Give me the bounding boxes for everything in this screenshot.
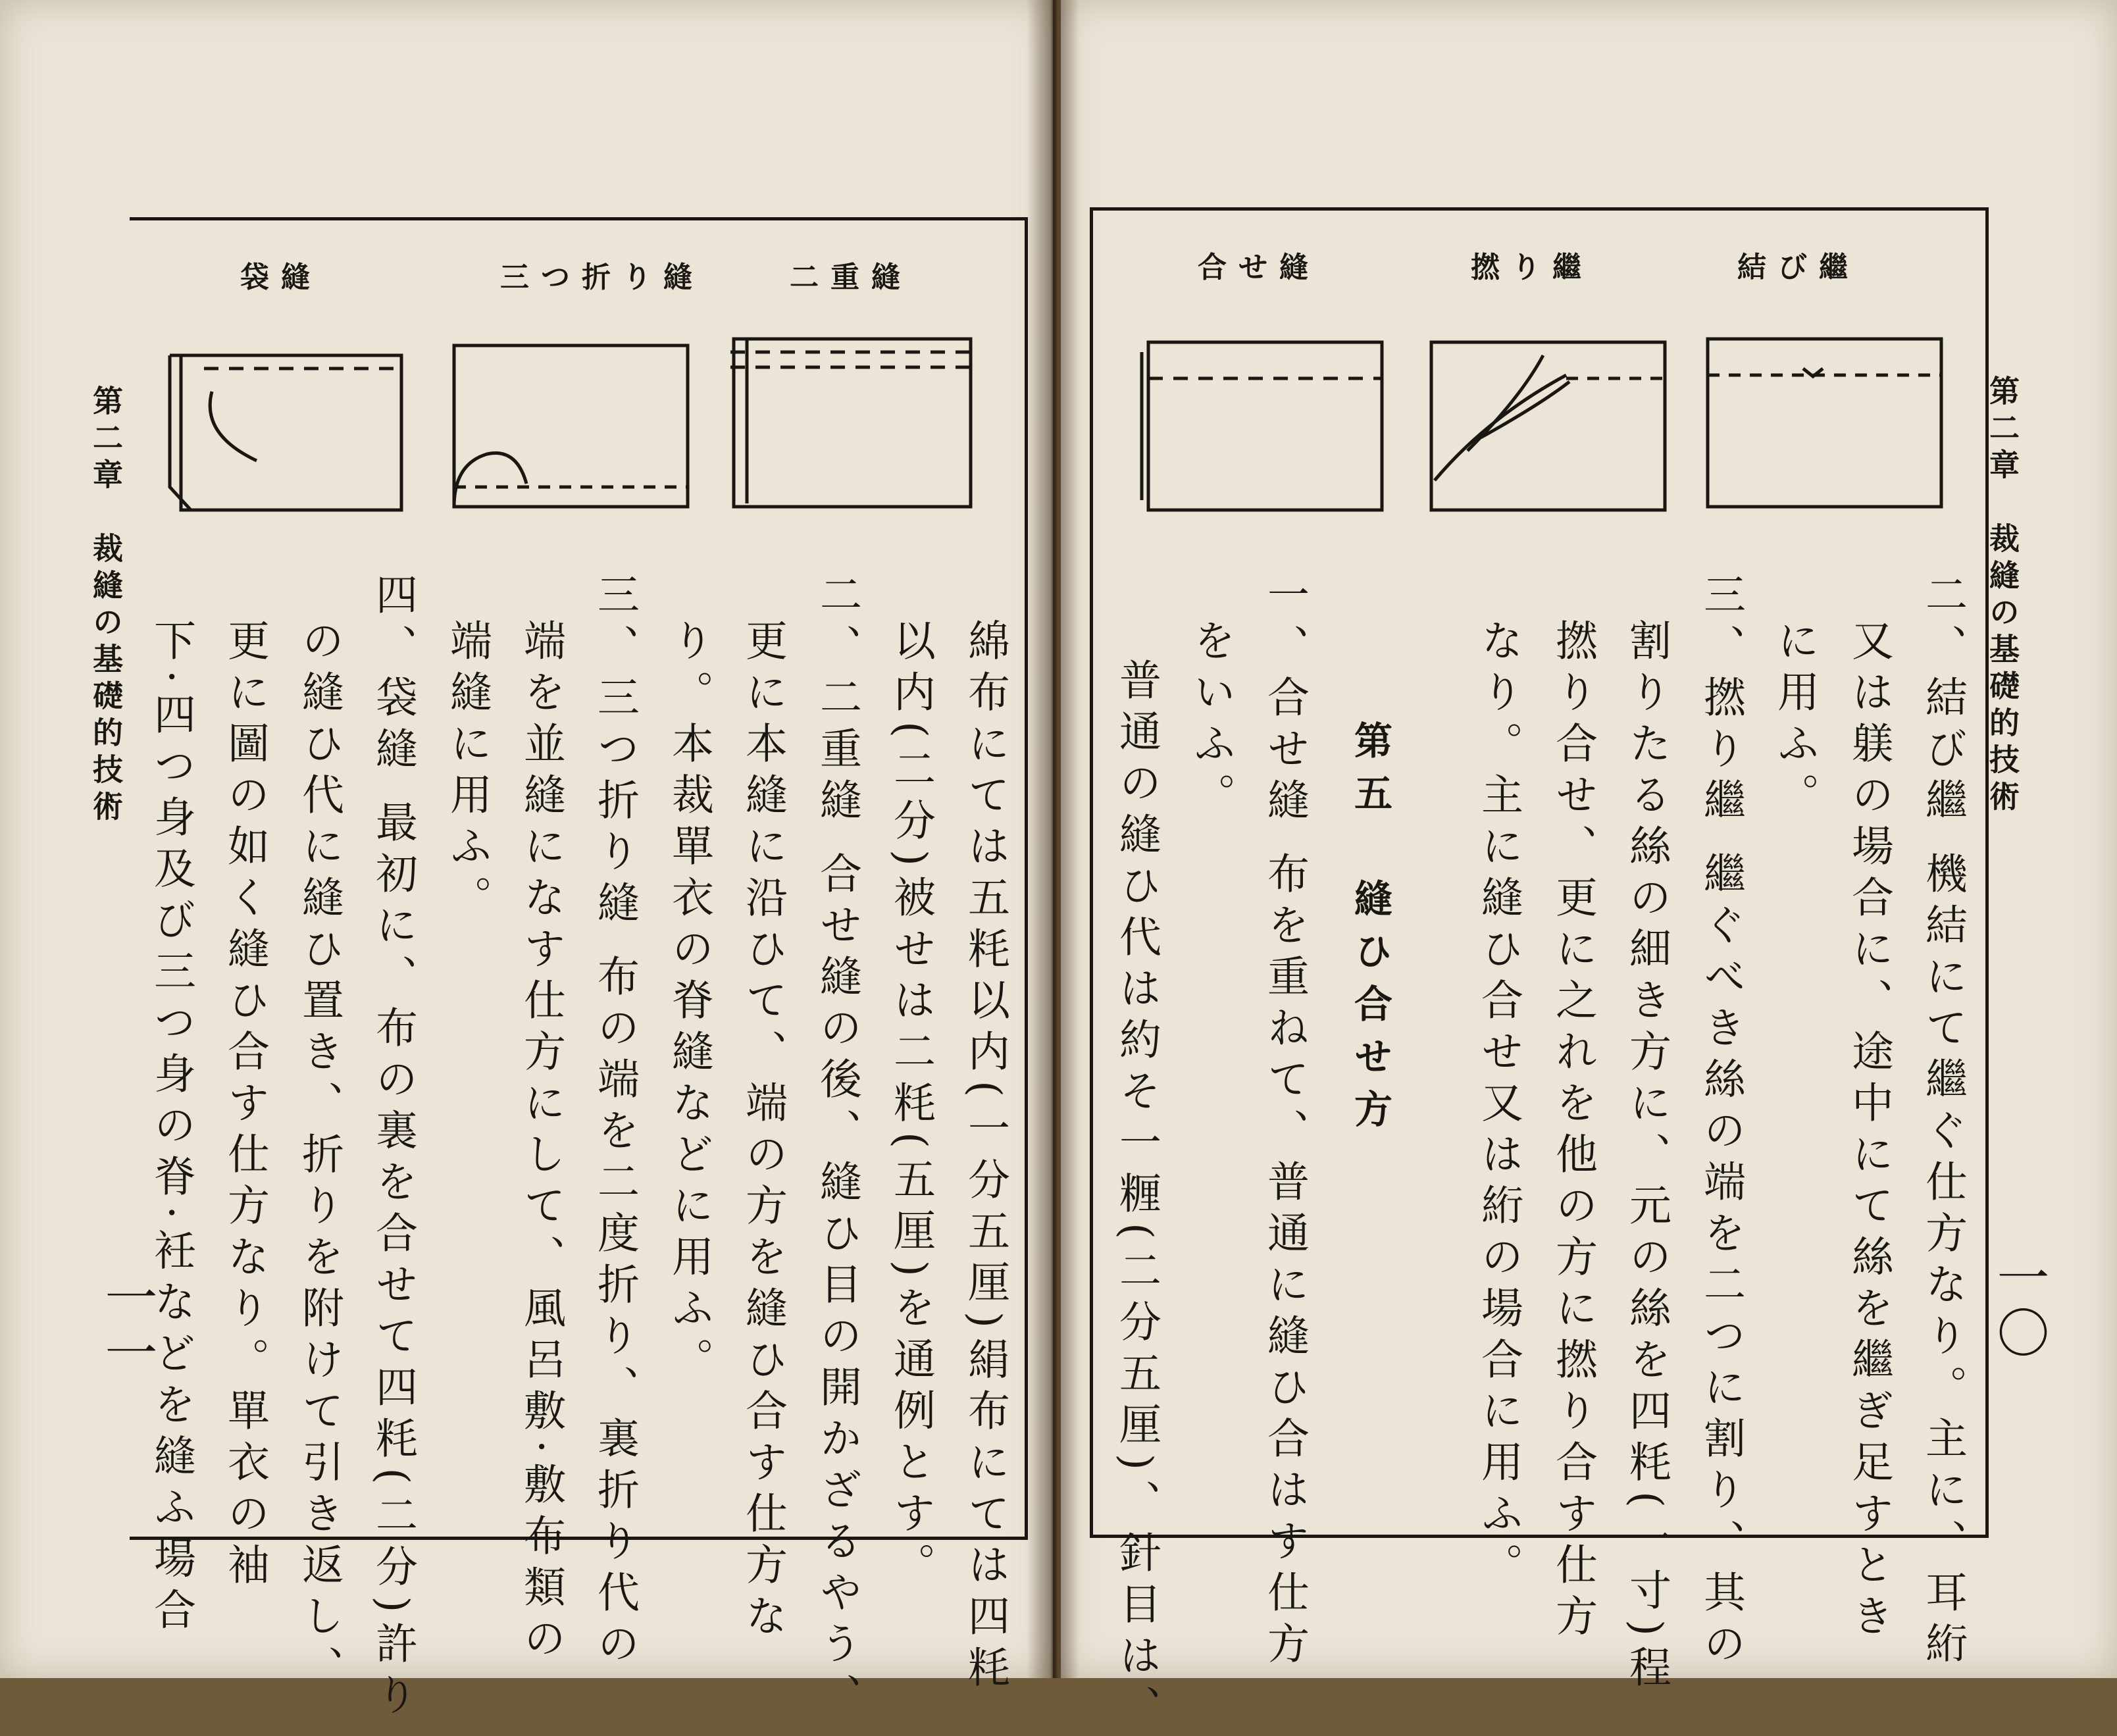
left-text-col-7: 端を並縫になす仕方にして、風呂敷·敷布類の [517,619,565,1668]
right-running-head: 第二章 裁縫の基礎的技術 [1985,375,2020,817]
section-title: 第五 縫ひ合せ方 [1348,721,1392,1142]
left-text-col-10: の縫ひ代に縫ひ置き、折りを附けて引き返し、 [295,619,344,1697]
left-text-col-3: 二、二重縫 合せ縫の後、縫ひ目の開かざるやう、 [813,573,861,1725]
book-gutter [1027,0,1079,1678]
caption-mitsuori-nui: 三つ折り縫 [500,261,704,294]
mitsuori-nui-diagram [451,342,694,513]
right-text-col-4: 三、撚り繼 繼ぐべき絲の端を二つに割り、其の [1696,573,1745,1673]
left-text-col-2: 以内(二分)被せは二粍(五厘)を通例とす。 [886,619,935,1594]
right-text-col-1: 二、結び繼 機結にて繼ぐ仕方なり。主に、耳絎 [1918,573,1967,1673]
awase-nui-diagram [1138,339,1389,517]
fukuro-nui-diagram [165,342,408,513]
right-text-col-9: をいふ。 [1186,619,1235,824]
yori-tsugi-diagram [1428,339,1671,517]
caption-fukuro-nui: 袋縫 [240,261,322,294]
nijuu-nui-diagram [730,336,974,513]
left-page [0,0,1053,1725]
right-text-col-7: なり。主に縫ひ合せ又は絎の場合に用ふ。 [1474,619,1523,1594]
musubi-tsugi-diagram [1704,336,1948,513]
right-text-col-3: に用ふ。 [1770,619,1819,824]
left-page-number: 一一 [96,1270,157,1381]
caption-yori-tsugi: 撚り繼 [1471,251,1593,284]
caption-nijuu-nui: 二重縫 [790,261,912,294]
right-text-col-2: 又は躾の場合に、途中にて絲を繼ぎ足すとき [1845,619,1893,1645]
left-text-col-9: 四、袋縫 最初に、布の裏を合せて四粍(二分)許り [369,573,417,1725]
left-text-col-1: 綿布にては五粍以内(一分五厘)絹布にては四粍 [961,619,1009,1697]
caption-awase-nui: 合せ縫 [1198,251,1320,284]
right-page-number: 一〇 [1988,1250,2049,1361]
right-text-col-6: 撚り合せ、更に之れを他の方に撚り合す仕方 [1548,619,1597,1645]
left-text-col-8: 端縫に用ふ。 [443,619,492,927]
left-text-col-12: 下·四つ身及び三つ身の脊·衽などを縫ふ場合 [147,619,195,1639]
left-text-col-4: 更に本縫に沿ひて、端の方を縫ひ合す仕方な [738,619,787,1645]
left-text-col-6: 三、三つ折り縫 布の端を二度折り、裏折り代の [590,573,639,1673]
caption-musubi-tsugi: 結び繼 [1737,251,1860,284]
right-text-col-5: 割りたる絲の細き方に、元の絲を四粍(一寸)程 [1622,619,1671,1697]
left-running-head: 第二章 裁縫の基礎的技術 [88,385,124,827]
left-text-col-11: 更に圖の如く縫ひ合す仕方なり。單衣の袖 [220,619,269,1594]
right-text-col-8: 一、合せ縫 布を重ねて、普通に縫ひ合はす仕方 [1260,573,1309,1673]
right-text-col-10: 普通の縫ひ代は約そ一糎(二分五厘)、針目は、 [1112,658,1161,1736]
left-text-col-5: り。本裁單衣の脊縫などに用ふ。 [665,619,713,1389]
